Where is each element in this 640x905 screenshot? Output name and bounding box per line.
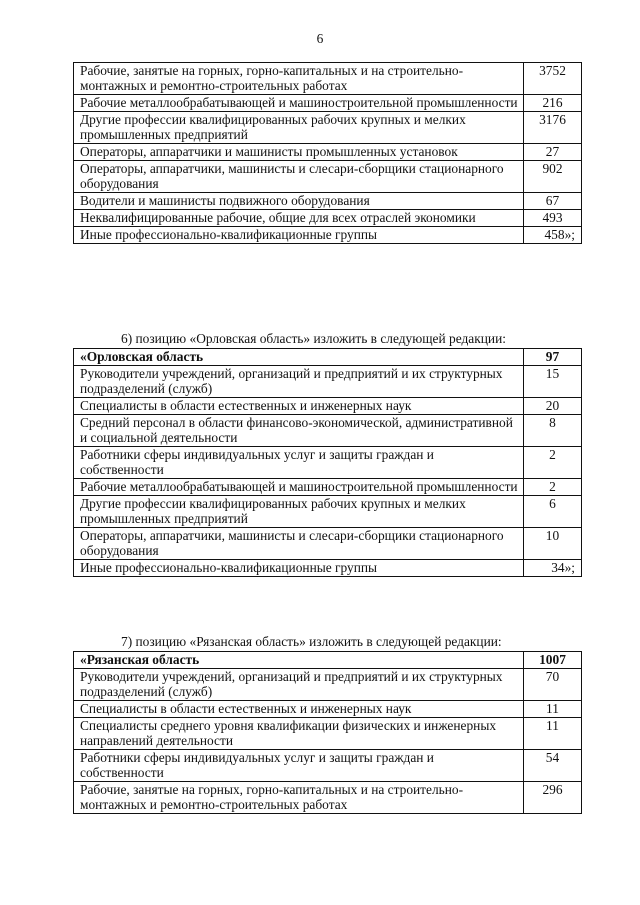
row-value: 2	[524, 447, 582, 479]
table-row	[74, 701, 582, 718]
row-label: Другие профессии квалифицированных рабочих крупных и мелких промышленных предприятий	[74, 112, 524, 144]
row-value: 296	[524, 782, 582, 814]
row-label: Специалисты среднего уровня квалификации физических и инженерных направлений деятельности	[74, 718, 524, 750]
table-row	[74, 528, 582, 560]
table-row	[74, 496, 582, 528]
table-row	[74, 398, 582, 415]
table-row	[74, 210, 582, 227]
table-row	[74, 227, 582, 244]
row-value: 34»;	[524, 560, 582, 577]
row-value: 3176	[524, 112, 582, 144]
workforce-table-continued	[73, 62, 582, 244]
region-total: 1007	[524, 652, 582, 669]
region-header-row	[74, 652, 582, 669]
row-value: 216	[524, 95, 582, 112]
row-label: Руководители учреждений, организаций и предприятий и их структурных подразделений (служб)	[74, 366, 524, 398]
table-row	[74, 415, 582, 447]
table-row	[74, 479, 582, 496]
row-value: 10	[524, 528, 582, 560]
row-value: 15	[524, 366, 582, 398]
row-label: Операторы, аппаратчики, машинисты и слесари-сборщики стационарного оборудования	[74, 161, 524, 193]
table-row	[74, 366, 582, 398]
row-label: Руководители учреждений, организаций и предприятий и их структурных подразделений (служб)	[74, 669, 524, 701]
region-name: «Рязанская область	[74, 652, 524, 669]
row-value: 458»;	[524, 227, 582, 244]
row-value: 3752	[524, 63, 582, 95]
row-label: Другие профессии квалифицированных рабочих крупных и мелких промышленных предприятий	[74, 496, 524, 528]
row-label: Специалисты в области естественных и инженерных наук	[74, 398, 524, 415]
row-value: 6	[524, 496, 582, 528]
table-row	[74, 193, 582, 210]
row-label: Иные профессионально-квалификационные группы	[74, 227, 524, 244]
table-row	[74, 112, 582, 144]
row-value: 11	[524, 718, 582, 750]
row-label: Неквалифицированные рабочие, общие для всех отраслей экономики	[74, 210, 524, 227]
region-header-row	[74, 349, 582, 366]
row-value: 20	[524, 398, 582, 415]
row-label: Водители и машинисты подвижного оборудования	[74, 193, 524, 210]
row-label: Иные профессионально-квалификационные группы	[74, 560, 524, 577]
row-value: 11	[524, 701, 582, 718]
orel-region-table	[73, 348, 582, 577]
table-row	[74, 560, 582, 577]
row-label: Операторы, аппаратчики и машинисты промышленных установок	[74, 144, 524, 161]
table-row	[74, 718, 582, 750]
instruction-paragraph-7: 7) позицию «Рязанская область» изложить в следующей редакции:	[121, 634, 502, 649]
row-label: Операторы, аппаратчики, машинисты и слесари-сборщики стационарного оборудования	[74, 528, 524, 560]
row-value: 902	[524, 161, 582, 193]
table-row	[74, 750, 582, 782]
row-value: 8	[524, 415, 582, 447]
row-label: Работники сферы индивидуальных услуг и защиты граждан и собственности	[74, 447, 524, 479]
table-row	[74, 161, 582, 193]
table-row	[74, 95, 582, 112]
region-name: «Орловская область	[74, 349, 524, 366]
table-row	[74, 447, 582, 479]
table-row	[74, 669, 582, 701]
table-row	[74, 782, 582, 814]
row-label: Специалисты в области естественных и инженерных наук	[74, 701, 524, 718]
row-value: 2	[524, 479, 582, 496]
row-value: 70	[524, 669, 582, 701]
row-value: 27	[524, 144, 582, 161]
row-label: Работники сферы индивидуальных услуг и защиты граждан и собственности	[74, 750, 524, 782]
row-value: 54	[524, 750, 582, 782]
ryazan-region-table	[73, 651, 582, 814]
row-label: Рабочие, занятые на горных, горно-капитальных и на строительно-монтажных и ремонтно-строительных работах	[74, 63, 524, 95]
page-number: 6	[316, 31, 324, 46]
row-value: 67	[524, 193, 582, 210]
table-row	[74, 144, 582, 161]
instruction-paragraph-6: 6) позицию «Орловская область» изложить в следующей редакции:	[121, 331, 506, 346]
table-row	[74, 63, 582, 95]
row-label: Рабочие металлообрабатывающей и машиностроительной промышленности	[74, 95, 524, 112]
row-value: 493	[524, 210, 582, 227]
row-label: Средний персонал в области финансово-экономической, административной и социальной деятельности	[74, 415, 524, 447]
row-label: Рабочие, занятые на горных, горно-капитальных и на строительно-монтажных и ремонтно-строительных работах	[74, 782, 524, 814]
row-label: Рабочие металлообрабатывающей и машиностроительной промышленности	[74, 479, 524, 496]
region-total: 97	[524, 349, 582, 366]
